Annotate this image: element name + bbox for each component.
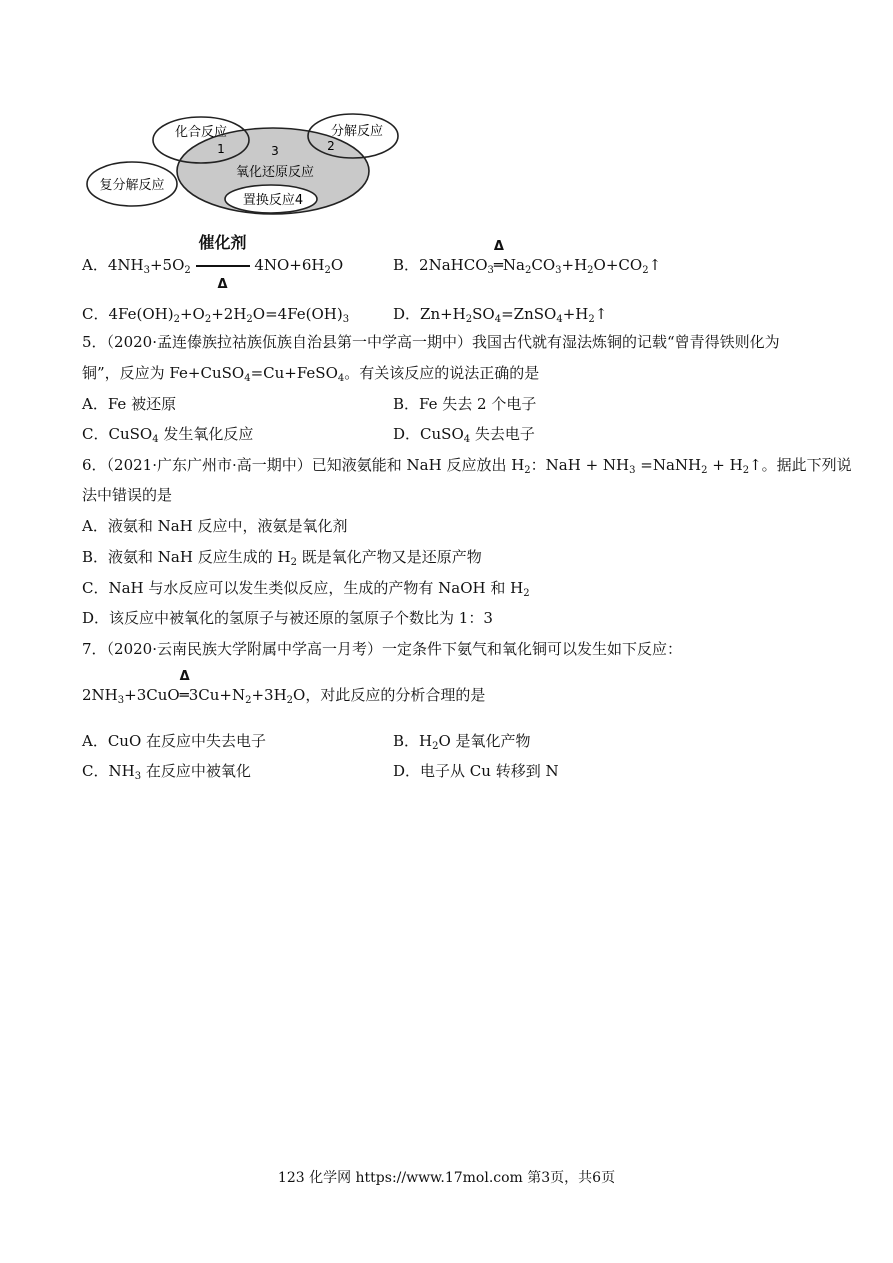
label-displacement: 置换反应4 bbox=[242, 193, 304, 208]
q5-stem-line1: 5．（2020·孟连傣族拉祜族佤族自治县第一中学高一期中）我国古代就有湿法炼铜的记载“曾青得铁则化为 bbox=[82, 333, 780, 351]
q6-stem-line2: 法中错误的是 bbox=[82, 486, 173, 504]
q5-option-d: D．CuSO$_4$ 失去电子 bbox=[393, 425, 535, 445]
label-double-decomposition: 复分解反应 bbox=[99, 178, 165, 193]
label-combination: 化合反应 bbox=[174, 125, 228, 140]
region-3: 3 bbox=[271, 144, 279, 158]
q4-option-d: D．$Zn+H_2SO_4=ZnSO_4+H_2↑$ bbox=[393, 305, 608, 325]
q5-option-a: A．Fe 被还原 bbox=[82, 395, 177, 413]
q4-option-a: A．$4NH_3+5O_2$ 催化剂 Δ $4NO+6H_2O$ bbox=[82, 233, 344, 292]
q7-option-d: D．电子从 Cu 转移到 N bbox=[393, 762, 559, 780]
q6-stem-line1: 6．（2021·广东广州市·高一期中）已知液氨能和 NaH 反应放出 $H_2$：NaH + $NH_3$ =NaNH$_2$ + $H_2↑$。据此下列说 bbox=[82, 456, 852, 476]
region-1: 1 bbox=[217, 142, 225, 156]
q7-option-b: B．$H_2O$ 是氧化产物 bbox=[393, 732, 531, 752]
q6-option-c: C．NaH 与水反应可以发生类似反应，生成的产物有 NaOH 和 $H_2$ bbox=[82, 579, 530, 599]
q4-option-b: B．2NaHCO$_3$ Δ $═Na_2CO_3+H_2O+CO_2↑$ bbox=[393, 239, 662, 276]
reaction-type-diagram bbox=[85, 108, 405, 220]
q7-stem-line1: 7．（2020·云南民族大学附属中学高一月考）一定条件下氨气和氧化铜可以发生如下反应： bbox=[82, 640, 682, 658]
q6-option-a: A．液氨和 NaH 反应中，液氨是氧化剂 bbox=[82, 517, 348, 535]
q5-option-b: B．Fe 失去 2 个电子 bbox=[393, 395, 537, 413]
q6-option-d: D．该反应中被氧化的氢原子与被还原的氢原子个数比为 1：3 bbox=[82, 609, 493, 627]
q6-option-b: B．液氨和 NaH 反应生成的 $H_2$ 既是氧化产物又是还原产物 bbox=[82, 548, 482, 568]
region-2: 2 bbox=[327, 139, 335, 153]
q5-stem-line2: 铜”，反应为 Fe+CuSO$_4$=Cu+FeSO$_4$。有关该反应的说法正确的是 bbox=[82, 364, 540, 384]
q4-option-c: C．$4Fe(OH)_2+O_2+2H_2O=4Fe(OH)_3$ bbox=[82, 305, 350, 325]
q7-option-c: C．$NH_3$ 在反应中被氧化 bbox=[82, 762, 251, 782]
page-footer: 123 化学网 https://www.17mol.com 第3页，共6页 bbox=[277, 1170, 616, 1186]
label-decomposition: 分解反应 bbox=[330, 124, 384, 139]
q7-equation: $2NH_3+3CuO$ Δ $═3Cu+N_2+3H_2O$，对此反应的分析合理的是 bbox=[82, 669, 486, 706]
q5-option-c: C．CuSO$_4$ 发生氧化反应 bbox=[82, 425, 254, 445]
q7-option-a: A．CuO 在反应中失去电子 bbox=[82, 732, 267, 750]
label-redox: 氧化还原反应 bbox=[235, 165, 315, 180]
